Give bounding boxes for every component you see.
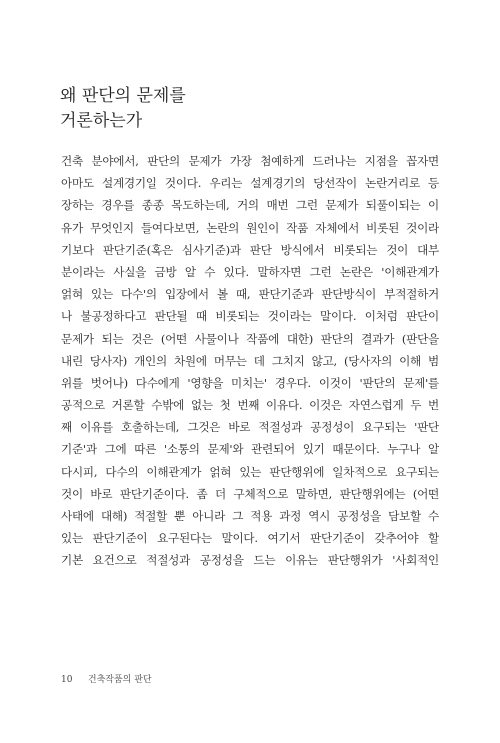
body-line: 건축 분야에서, 판단의 문제가 가장 첨예하게 드러나는 지점을 꼽자면 — [61, 154, 439, 168]
page-footer — [61, 672, 152, 685]
body-line: 기준'과 그에 따른 '소통의 문제'와 관련되어 있기 때문이다. 누구나 알 — [61, 442, 439, 457]
body-line: 공적으로 거론할 수밖에 없는 첫 번째 이유다. 이것은 자연스럽게 두 번 — [61, 398, 439, 413]
section-heading — [60, 84, 186, 134]
section-heading-line-2: 거론하는가 — [60, 111, 143, 131]
body-line: 나 불공정하다고 판단될 때 비롯되는 것이라는 말이다. 이처럼 판단이 — [61, 309, 439, 324]
body-line: 유가 무엇인지 들여다보면, 논란의 원인이 작품 자체에서 비롯된 것이라 — [61, 220, 439, 235]
body-line: 얽혀 있는 다수'의 입장에서 볼 때, 판단기준과 판단방식이 부적절하거 — [61, 287, 439, 302]
body-line: 있는 판단기준이 요구된다는 말이다. 여기서 판단기준이 갖추어야 할 — [61, 531, 439, 546]
body-line: 것이 바로 판단기준이다. 좀 더 구체적으로 말하면, 판단행위에는 (어떤 — [61, 486, 439, 501]
body-line: 장하는 경우를 종종 목도하는데, 거의 매번 그런 문제가 되풀이되는 이 — [61, 198, 439, 213]
body-line: 다시피, 다수의 이해관계가 얽혀 있는 판단행위에 일차적으로 요구되는 — [61, 464, 439, 479]
running-title: 건축작품의 판단 — [87, 675, 152, 685]
body-line: 문제가 되는 것은 (어떤 사물이나 작품에 대한) 판단의 결과가 (판단을 — [61, 331, 439, 346]
body-line: 내린 당사자) 개인의 차원에 머무는 데 그치지 않고, (당사자의 이해 범 — [61, 353, 439, 368]
body-line: 위를 벗어나) 다수에게 '영향을 미치는' 경우다. 이것이 '판단의 문제'를 — [61, 375, 439, 390]
body-line: 사태에 대해) 적절할 뿐 아니라 그 적용 과정 역시 공정성을 담보할 수 — [61, 509, 439, 523]
body-paragraph — [61, 150, 439, 572]
body-line: 기본 요건으로 적절성과 공정성을 드는 이유는 판단행위가 '사회적인 — [61, 553, 439, 568]
page-number: 10 — [61, 675, 73, 685]
body-line: 아마도 설계경기일 것이다. 우리는 설계경기의 당선작이 논란거리로 등 — [61, 176, 439, 191]
body-line: 기보다 판단기준(혹은 심사기준)과 판단 방식에서 비롯되는 것이 대부 — [61, 242, 439, 257]
section-heading-line-1: 왜 판단의 문제를 — [60, 86, 186, 106]
body-line: 째 이유를 호출하는데, 그것은 바로 적절성과 공정성이 요구되는 '판단 — [61, 420, 439, 435]
body-line: 분이라는 사실을 금방 알 수 있다. 말하자면 그런 논란은 '이해관계가 — [61, 264, 439, 279]
